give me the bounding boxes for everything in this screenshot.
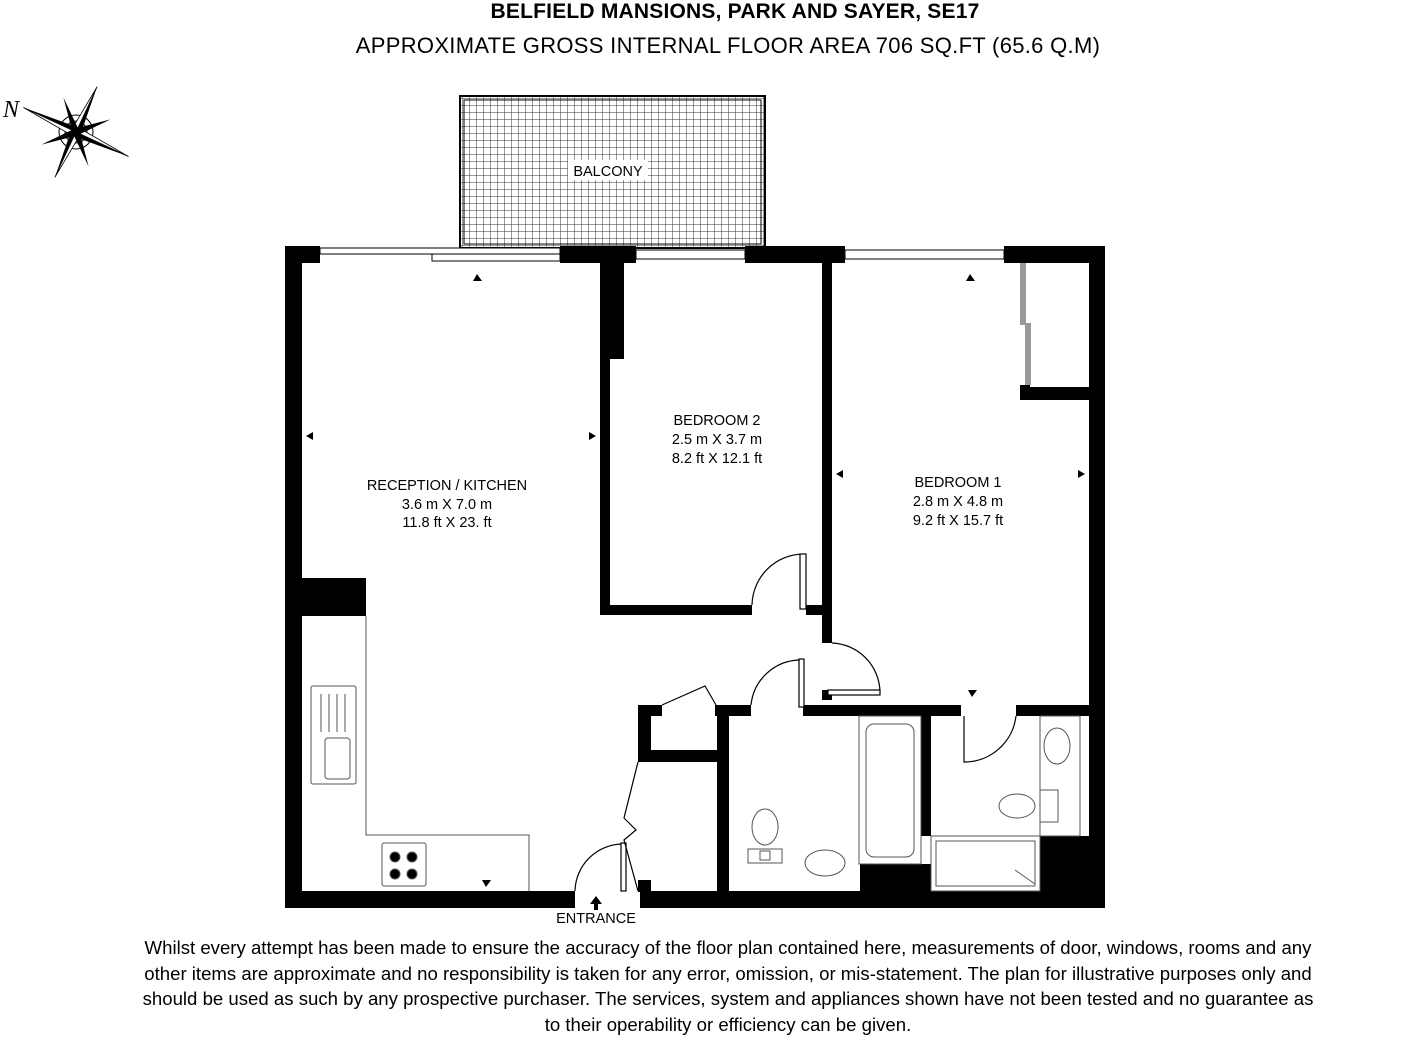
- bedroom1-metric: 2.8 m X 4.8 m: [912, 494, 1004, 510]
- bedroom1-imperial: 9.2 ft X 15.7 ft: [912, 513, 1004, 529]
- reception-kitchen-metric: 3.6 m X 7.0 m: [401, 497, 493, 513]
- exterior-walls: [285, 246, 1105, 908]
- dimension-markers: [306, 274, 1085, 887]
- reception-kitchen-imperial: 11.8 ft X 23. ft: [402, 515, 492, 531]
- disclaimer-line: to their operability or efficiency can be given.: [544, 1013, 912, 1035]
- disclaimer-line: Whilst every attempt has been made to ensure the accuracy of the floor plan contained here, measurements of door, windows, rooms and any: [144, 937, 1312, 958]
- disclaimer: [48, 935, 1408, 1037]
- compass-rose-icon: [2, 62, 149, 202]
- bedroom2-name: BEDROOM 2: [673, 413, 761, 429]
- windows: [320, 248, 1004, 261]
- kitchen-fixtures: [311, 616, 529, 891]
- bedroom2-metric: 2.5 m X 3.7 m: [671, 432, 763, 448]
- reception-kitchen-name: RECEPTION / KITCHEN: [366, 478, 528, 494]
- disclaimer-line: other items are approximate and no responsibility is taken for any error, omission, or mis-statement. The plan for illustrative purposes only and: [144, 962, 1312, 984]
- interior-walls: [302, 263, 1105, 892]
- bedroom2-imperial: 8.2 ft X 12.1 ft: [671, 451, 763, 467]
- entrance-label: ENTRANCE: [556, 911, 636, 927]
- entrance-arrow-icon: [590, 896, 602, 910]
- disclaimer-line: should be used as such by any prospective purchaser. The services, system and appliances shown have not been tested and no guarantee as: [142, 988, 1314, 1009]
- bedroom1-name: BEDROOM 1: [914, 475, 1002, 491]
- plan-title: BELFIELD MANSIONS, PARK AND SAYER, SE17: [490, 0, 980, 23]
- balcony-label: BALCONY: [573, 164, 643, 180]
- plan-subtitle: APPROXIMATE GROSS INTERNAL FLOOR AREA 706 SQ.FT (65.6 Q.M): [355, 33, 1101, 58]
- north-label: N: [3, 97, 20, 123]
- wardrobe-doors: [1020, 263, 1031, 385]
